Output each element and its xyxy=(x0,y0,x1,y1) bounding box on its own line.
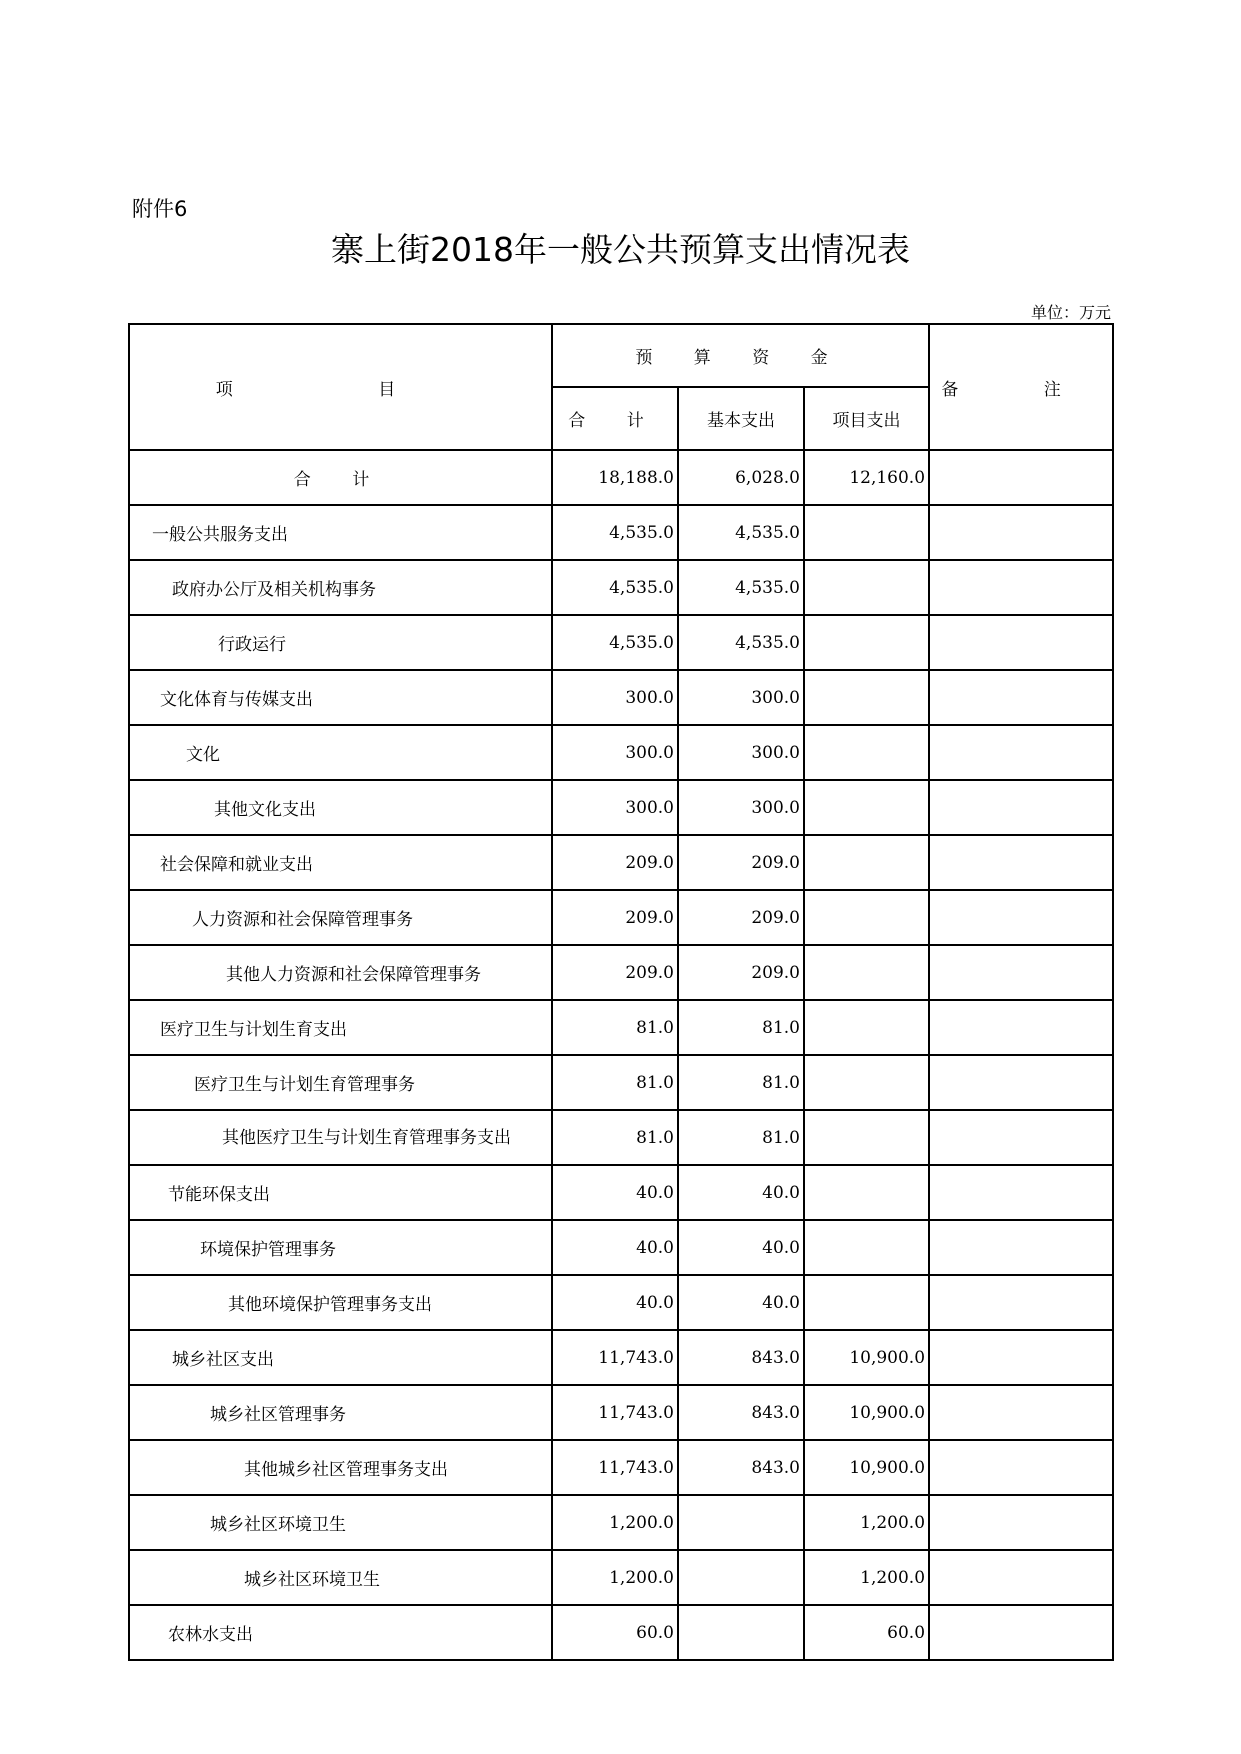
row-total: 1,200.0 xyxy=(552,1550,678,1605)
row-name: 其他城乡社区管理事务支出 xyxy=(129,1440,552,1495)
table-row xyxy=(129,1550,1113,1605)
table-row xyxy=(129,1275,1113,1330)
row-name: 社会保障和就业支出 xyxy=(129,835,552,890)
row-project xyxy=(804,560,929,615)
row-remark xyxy=(929,835,1113,890)
row-name: 其他环境保护管理事务支出 xyxy=(129,1275,552,1330)
row-total: 300.0 xyxy=(552,670,678,725)
row-total: 40.0 xyxy=(552,1220,678,1275)
row-name: 节能环保支出 xyxy=(129,1165,552,1220)
row-remark xyxy=(929,1110,1113,1165)
row-basic: 209.0 xyxy=(678,835,804,890)
table-row xyxy=(129,1055,1113,1110)
row-total: 4,535.0 xyxy=(552,560,678,615)
row-project xyxy=(804,945,929,1000)
row-total: 81.0 xyxy=(552,1000,678,1055)
header-remark: 备 注 xyxy=(929,324,1113,450)
row-project xyxy=(804,670,929,725)
row-name: 医疗卫生与计划生育支出 xyxy=(129,1000,552,1055)
table-row xyxy=(129,1495,1113,1550)
attachment-label: 附件6 xyxy=(132,197,188,221)
row-remark xyxy=(929,1000,1113,1055)
row-project xyxy=(804,615,929,670)
row-project xyxy=(804,890,929,945)
row-remark xyxy=(929,560,1113,615)
row-basic: 843.0 xyxy=(678,1330,804,1385)
total-project: 12,160.0 xyxy=(804,450,929,505)
row-project: 1,200.0 xyxy=(804,1550,929,1605)
row-total: 4,535.0 xyxy=(552,505,678,560)
row-name: 一般公共服务支出 xyxy=(129,505,552,560)
row-basic: 4,535.0 xyxy=(678,560,804,615)
row-basic: 300.0 xyxy=(678,725,804,780)
row-name: 医疗卫生与计划生育管理事务 xyxy=(129,1055,552,1110)
row-project: 10,900.0 xyxy=(804,1440,929,1495)
row-total: 300.0 xyxy=(552,725,678,780)
row-project: 10,900.0 xyxy=(804,1385,929,1440)
row-total: 40.0 xyxy=(552,1165,678,1220)
header-row xyxy=(129,324,1113,387)
row-basic: 4,535.0 xyxy=(678,615,804,670)
row-remark xyxy=(929,890,1113,945)
row-remark xyxy=(929,1165,1113,1220)
row-name: 其他人力资源和社会保障管理事务 xyxy=(129,945,552,1000)
row-total: 300.0 xyxy=(552,780,678,835)
row-basic: 40.0 xyxy=(678,1165,804,1220)
row-basic xyxy=(678,1495,804,1550)
row-remark xyxy=(929,1220,1113,1275)
table-row xyxy=(129,505,1113,560)
row-remark xyxy=(929,1550,1113,1605)
total-total: 18,188.0 xyxy=(552,450,678,505)
header-budget-funds: 预 算 资 金 xyxy=(552,324,929,387)
unit-label: 单位：万元 xyxy=(1030,303,1111,322)
row-basic: 81.0 xyxy=(678,1000,804,1055)
row-basic: 300.0 xyxy=(678,670,804,725)
header-basic: 基本支出 xyxy=(678,387,804,450)
row-remark xyxy=(929,780,1113,835)
row-name: 人力资源和社会保障管理事务 xyxy=(129,890,552,945)
row-name: 城乡社区环境卫生 xyxy=(129,1495,552,1550)
row-basic: 81.0 xyxy=(678,1055,804,1110)
table-row xyxy=(129,615,1113,670)
header-project: 项目支出 xyxy=(804,387,929,450)
row-remark xyxy=(929,1275,1113,1330)
table-row xyxy=(129,1220,1113,1275)
row-project xyxy=(804,780,929,835)
row-total: 209.0 xyxy=(552,945,678,1000)
row-project: 10,900.0 xyxy=(804,1330,929,1385)
row-name: 文化体育与传媒支出 xyxy=(129,670,552,725)
row-remark xyxy=(929,670,1113,725)
row-name: 其他医疗卫生与计划生育管理事务支出 xyxy=(129,1110,552,1165)
budget-table xyxy=(128,323,1114,1661)
row-total: 60.0 xyxy=(552,1605,678,1660)
row-basic: 40.0 xyxy=(678,1220,804,1275)
table-row xyxy=(129,560,1113,615)
row-project xyxy=(804,835,929,890)
row-remark xyxy=(929,615,1113,670)
row-total: 40.0 xyxy=(552,1275,678,1330)
total-row xyxy=(129,450,1113,505)
row-remark xyxy=(929,1440,1113,1495)
row-total: 1,200.0 xyxy=(552,1495,678,1550)
row-basic: 4,535.0 xyxy=(678,505,804,560)
row-basic: 843.0 xyxy=(678,1440,804,1495)
row-basic: 81.0 xyxy=(678,1110,804,1165)
table-row xyxy=(129,725,1113,780)
row-project xyxy=(804,1220,929,1275)
table-row xyxy=(129,1165,1113,1220)
row-remark xyxy=(929,945,1113,1000)
row-basic: 209.0 xyxy=(678,890,804,945)
row-remark xyxy=(929,505,1113,560)
row-remark xyxy=(929,1055,1113,1110)
row-total: 81.0 xyxy=(552,1110,678,1165)
row-total: 11,743.0 xyxy=(552,1440,678,1495)
table-row xyxy=(129,780,1113,835)
table-row xyxy=(129,890,1113,945)
row-project xyxy=(804,725,929,780)
table-row xyxy=(129,1440,1113,1495)
row-basic xyxy=(678,1605,804,1660)
row-total: 209.0 xyxy=(552,890,678,945)
total-remark xyxy=(929,450,1113,505)
row-project xyxy=(804,1275,929,1330)
row-total: 209.0 xyxy=(552,835,678,890)
row-project xyxy=(804,1055,929,1110)
row-total: 11,743.0 xyxy=(552,1385,678,1440)
table-row xyxy=(129,1000,1113,1055)
row-basic: 300.0 xyxy=(678,780,804,835)
header-item: 项 目 xyxy=(129,324,552,450)
row-remark xyxy=(929,1385,1113,1440)
row-remark xyxy=(929,725,1113,780)
table-row xyxy=(129,945,1113,1000)
table-row xyxy=(129,1605,1113,1660)
row-name: 政府办公厅及相关机构事务 xyxy=(129,560,552,615)
table-row xyxy=(129,670,1113,725)
row-total: 4,535.0 xyxy=(552,615,678,670)
table-row xyxy=(129,1330,1113,1385)
row-project xyxy=(804,1110,929,1165)
row-project xyxy=(804,1165,929,1220)
row-project xyxy=(804,505,929,560)
row-name: 其他文化支出 xyxy=(129,780,552,835)
row-name: 环境保护管理事务 xyxy=(129,1220,552,1275)
row-basic: 843.0 xyxy=(678,1385,804,1440)
table-row xyxy=(129,1110,1113,1165)
row-total: 81.0 xyxy=(552,1055,678,1110)
total-basic: 6,028.0 xyxy=(678,450,804,505)
table-row xyxy=(129,1385,1113,1440)
row-project: 60.0 xyxy=(804,1605,929,1660)
row-name: 文化 xyxy=(129,725,552,780)
row-remark xyxy=(929,1330,1113,1385)
total-label: 合 计 xyxy=(129,450,552,505)
row-name: 农林水支出 xyxy=(129,1605,552,1660)
row-name: 城乡社区支出 xyxy=(129,1330,552,1385)
row-basic: 40.0 xyxy=(678,1275,804,1330)
row-name: 行政运行 xyxy=(129,615,552,670)
row-basic: 209.0 xyxy=(678,945,804,1000)
row-remark xyxy=(929,1605,1113,1660)
row-name: 城乡社区环境卫生 xyxy=(129,1550,552,1605)
row-remark xyxy=(929,1495,1113,1550)
row-name: 城乡社区管理事务 xyxy=(129,1385,552,1440)
page-title: 寨上街2018年一般公共预算支出情况表 xyxy=(331,230,910,269)
row-project xyxy=(804,1000,929,1055)
row-total: 11,743.0 xyxy=(552,1330,678,1385)
row-basic xyxy=(678,1550,804,1605)
table-row xyxy=(129,835,1113,890)
row-project: 1,200.0 xyxy=(804,1495,929,1550)
header-total: 合 计 xyxy=(552,387,678,450)
